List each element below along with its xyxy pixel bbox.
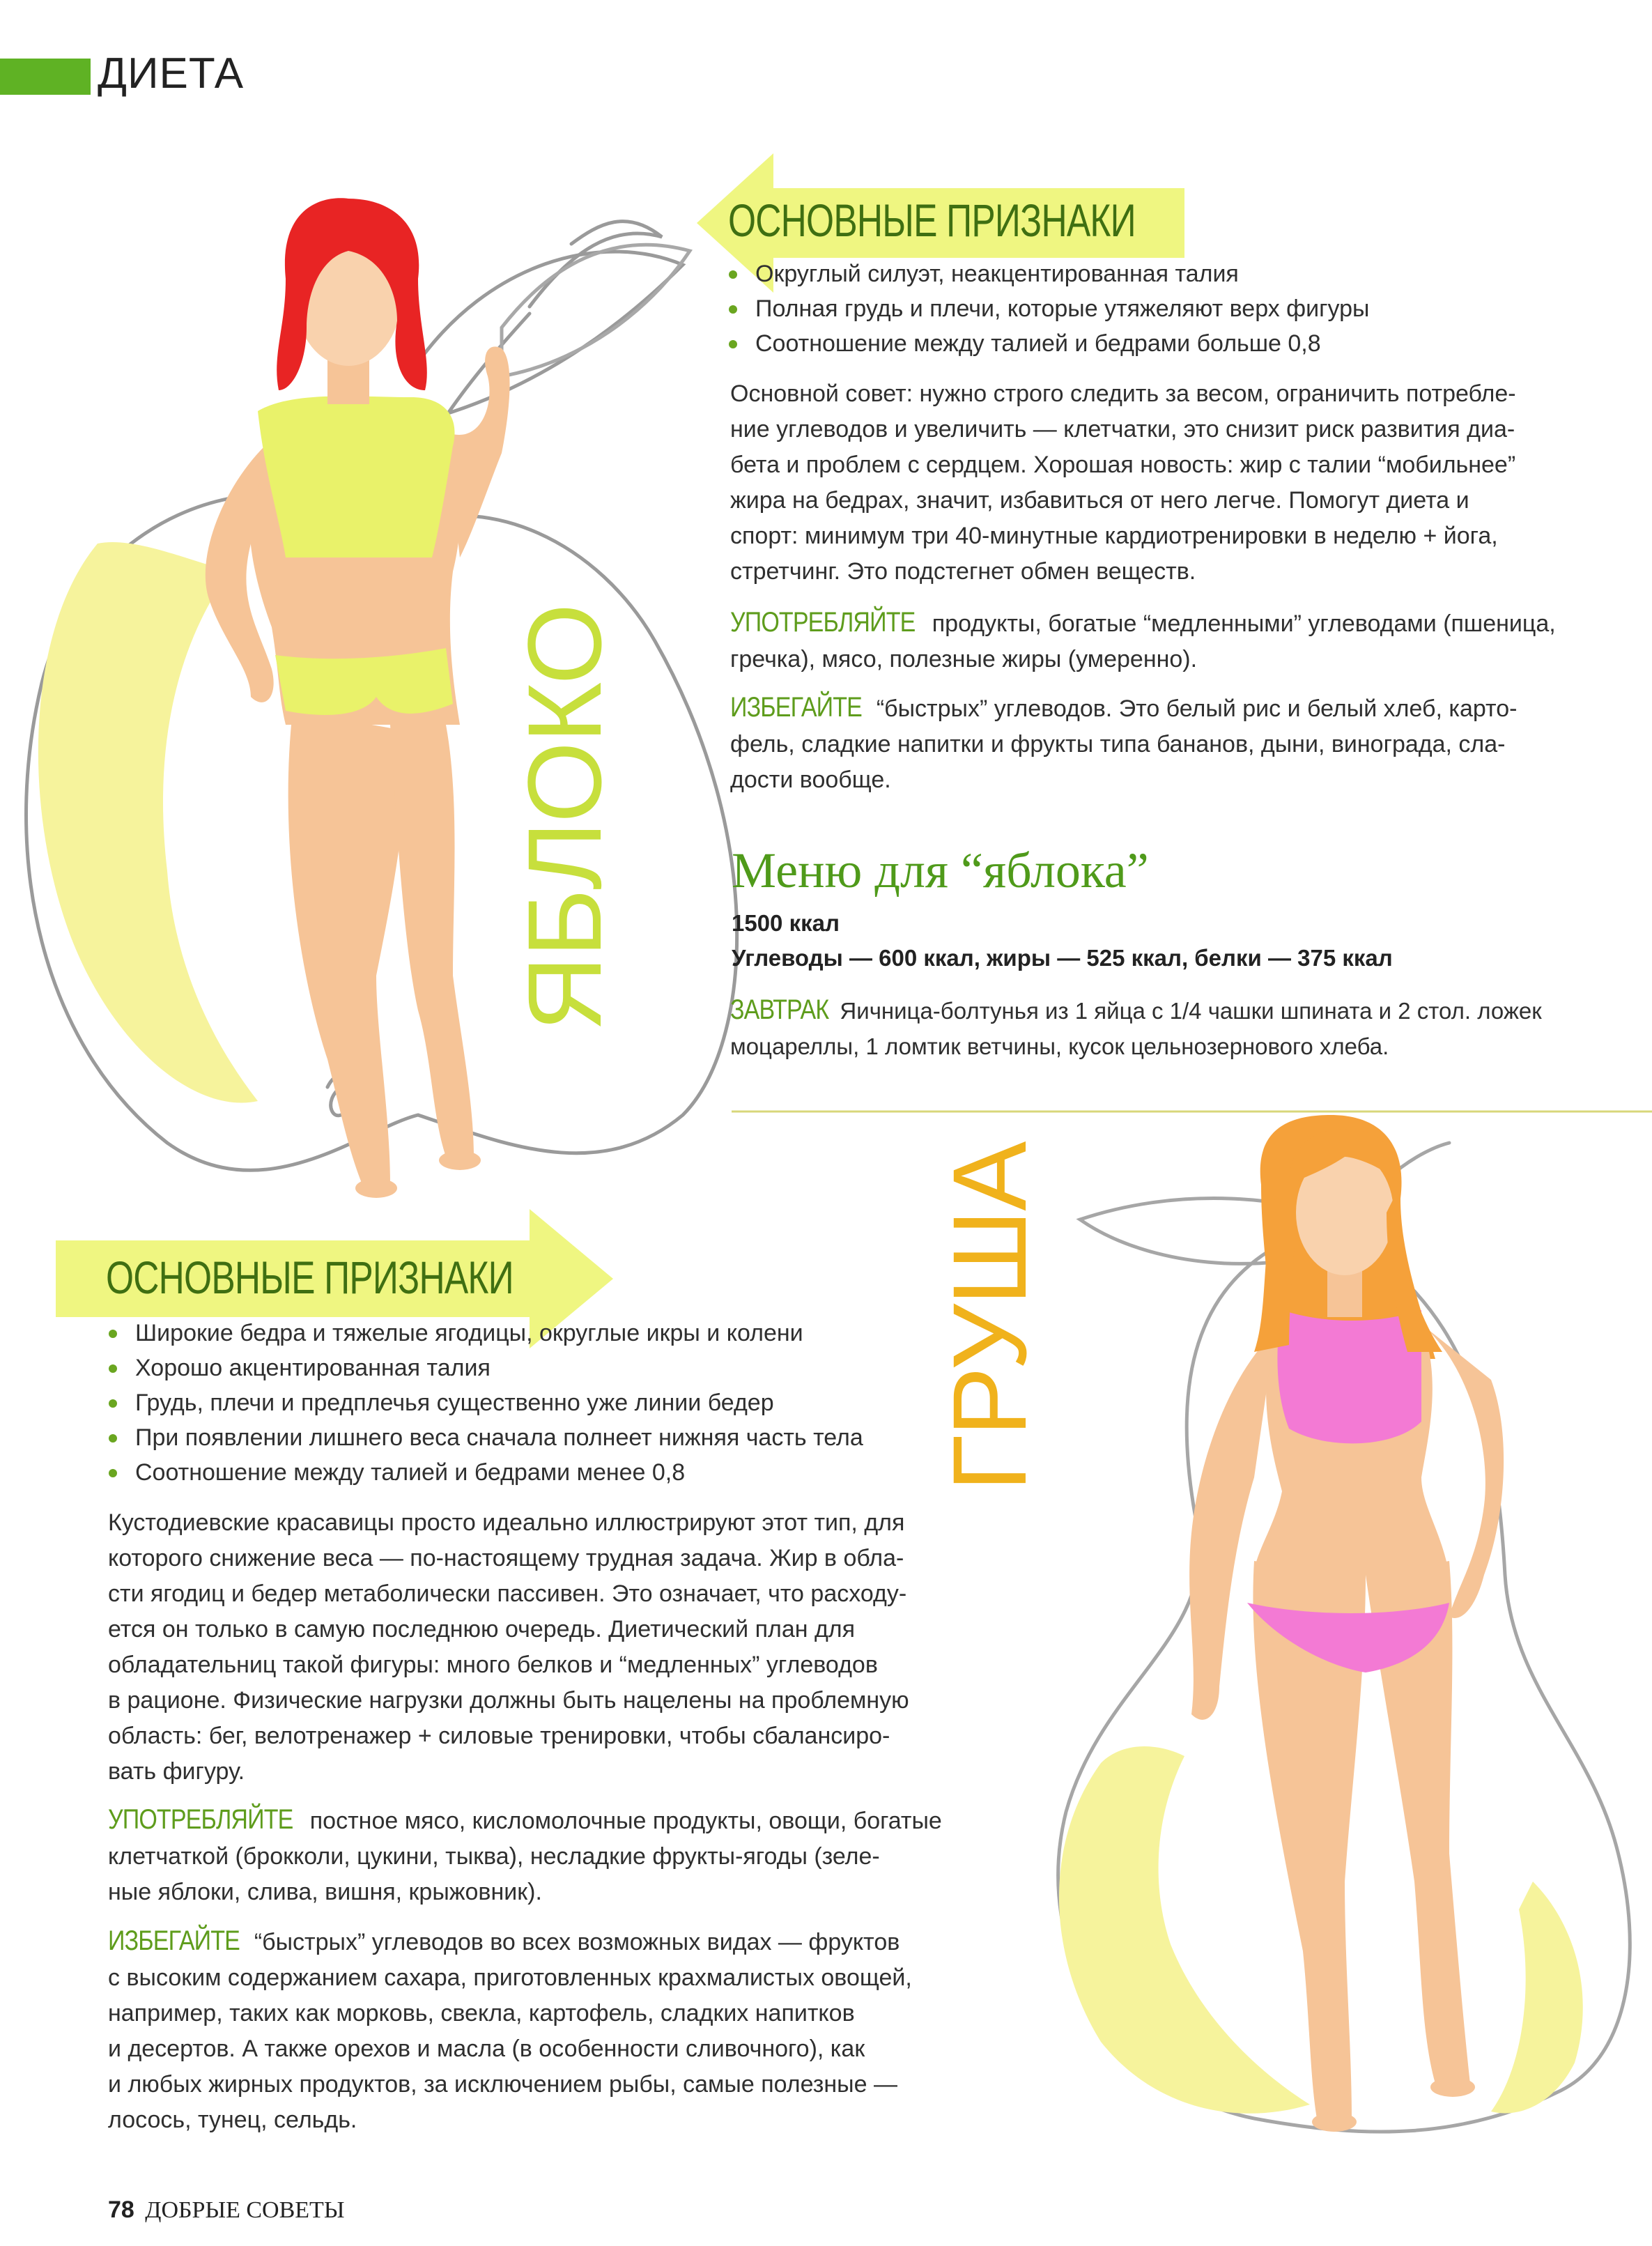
list-item: Соотношение между талией и бедрами больше 0,8 <box>725 326 1370 361</box>
pear-vertical-label: ГРУША <box>931 1142 1048 1492</box>
apple-woman-figure <box>206 198 510 1198</box>
apple-vertical-label: ЯБЛОКО <box>506 604 623 1031</box>
apple-avoid-paragraph: ИЗБЕГАЙТЕ “быстрых” углеводов. Это белый рис и белый хлеб, карто- фель, сладкие напитки и фрукты типа бананов, дыни, винограда, сла- дости вообще. <box>730 690 1517 798</box>
section-header-title: ДИЕТА <box>98 49 245 98</box>
pear-use-paragraph: УПОТРЕБЛЯЙТЕ постное мясо, кисломолочные продукты, овощи, богатые клетчаткой (брокколи, цукини, тыква), несладкие фрукты-ягоды (зеле- ные яблоки, слива, вишня, крыжовник). <box>108 1802 942 1910</box>
pear-use-label: УПОТРЕБЛЯЙТЕ <box>108 1804 293 1835</box>
apple-breakfast-paragraph: ЗАВТРАК Яичница-болтунья из 1 яйца с 1/4 чашки шпината и 2 стол. ложек моцареллы, 1 ломтик ветчины, кусок цельнозернового хлеба. <box>730 992 1542 1064</box>
apple-use-paragraph: УПОТРЕБЛЯЙТЕ продукты, богатые “медленными” углеводами (пшеница, гречка), мясо, полезные жиры (умеренно). <box>730 605 1556 677</box>
apple-leaf-drawing <box>502 245 690 376</box>
pear-avoid-paragraph: ИЗБЕГАЙТЕ “быстрых” углеводов во всех возможных видах — фруктов с высоким содержанием сахара, приготовленных крахмалистых овощей, например, таких как морковь, свекла, картофель, сладких напитков и десертов. А также орехов и масла (в особенности сливочного), как и любых жирных продуктов, за исключением рыбы, самые полезные — лосось, тунец, сельдь. <box>108 1923 912 2138</box>
apple-signs-title: ОСНОВНЫЕ ПРИЗНАКИ <box>728 194 1136 246</box>
list-item: Широкие бедра и тяжелые ягодицы, округлые икры и колени <box>105 1316 863 1351</box>
list-item: Грудь, плечи и предплечья существенно уже линии бедер <box>105 1385 863 1420</box>
page-number: 78 <box>108 2197 134 2223</box>
apple-breakfast-label: ЗАВТРАК <box>730 994 829 1025</box>
section-header-bar <box>0 59 91 95</box>
magazine-name: ДОБРЫЕ СОВЕТЫ <box>145 2197 345 2223</box>
pear-woman-figure <box>1189 1115 1504 2132</box>
apple-menu-title: Меню для “яблока” <box>732 843 1149 898</box>
pear-highlight-shape <box>1059 1746 1310 2114</box>
page-footer <box>108 2197 344 2224</box>
pear-advice-paragraph: Кустодиевские красавицы просто идеально иллюстрируют этот тип, для которого снижение веса — по-настоящему трудная задача. Жир в обла- сти ягодиц и бедер метаболически пассивен. Это означает, что расходу- ется он только в самую последнюю очередь. Диетический план для обладательниц такой фигуры: много белков и “медленных” углеводов в рационе. Физические нагрузки должны быть нацелены на проблемную область: бег, велотренажер + силовые тренировки, чтобы сбалансиро- вать фигуру. <box>108 1509 909 1785</box>
pear-avoid-label: ИЗБЕГАЙТЕ <box>108 1925 240 1956</box>
pear-signs-list <box>105 1316 863 1490</box>
pear-signs-title: ОСНОВНЫЕ ПРИЗНАКИ <box>106 1252 514 1303</box>
apple-signs-list <box>725 256 1370 361</box>
apple-menu-macros: Углеводы — 600 ккал, жиры — 525 ккал, белки — 375 ккал <box>732 945 1393 971</box>
list-item: Соотношение между талией и бедрами менее 0,8 <box>105 1455 863 1490</box>
apple-avoid-label: ИЗБЕГАЙТЕ <box>730 692 863 723</box>
list-item: Полная грудь и плечи, которые утяжеляют верх фигуры <box>725 291 1370 326</box>
apple-menu-kcal: 1500 ккал <box>732 910 840 936</box>
apple-advice-paragraph: Основной совет: нужно строго следить за весом, ограничить потребле- ние углеводов и увеличить — клетчатки, это снизит риск развития диа- бета и проблем с сердцем. Хорошая новость: жир с талии “мобильнее” жира на бедрах, значит, избавиться от него легче. Помогут диета и спорт: минимум три 40-минутные кардиотренировки в неделю + йога, стретчинг. Это подстегнет обмен веществ. <box>730 380 1516 585</box>
apple-use-label: УПОТРЕБЛЯЙТЕ <box>730 607 916 638</box>
pear-highlight-shape-2 <box>1491 1882 1583 2113</box>
list-item: Хорошо акцентированная талия <box>105 1351 863 1385</box>
list-item: При появлении лишнего веса сначала полнеет нижняя часть тела <box>105 1420 863 1455</box>
list-item: Округлый силуэт, неакцентированная талия <box>725 256 1370 291</box>
